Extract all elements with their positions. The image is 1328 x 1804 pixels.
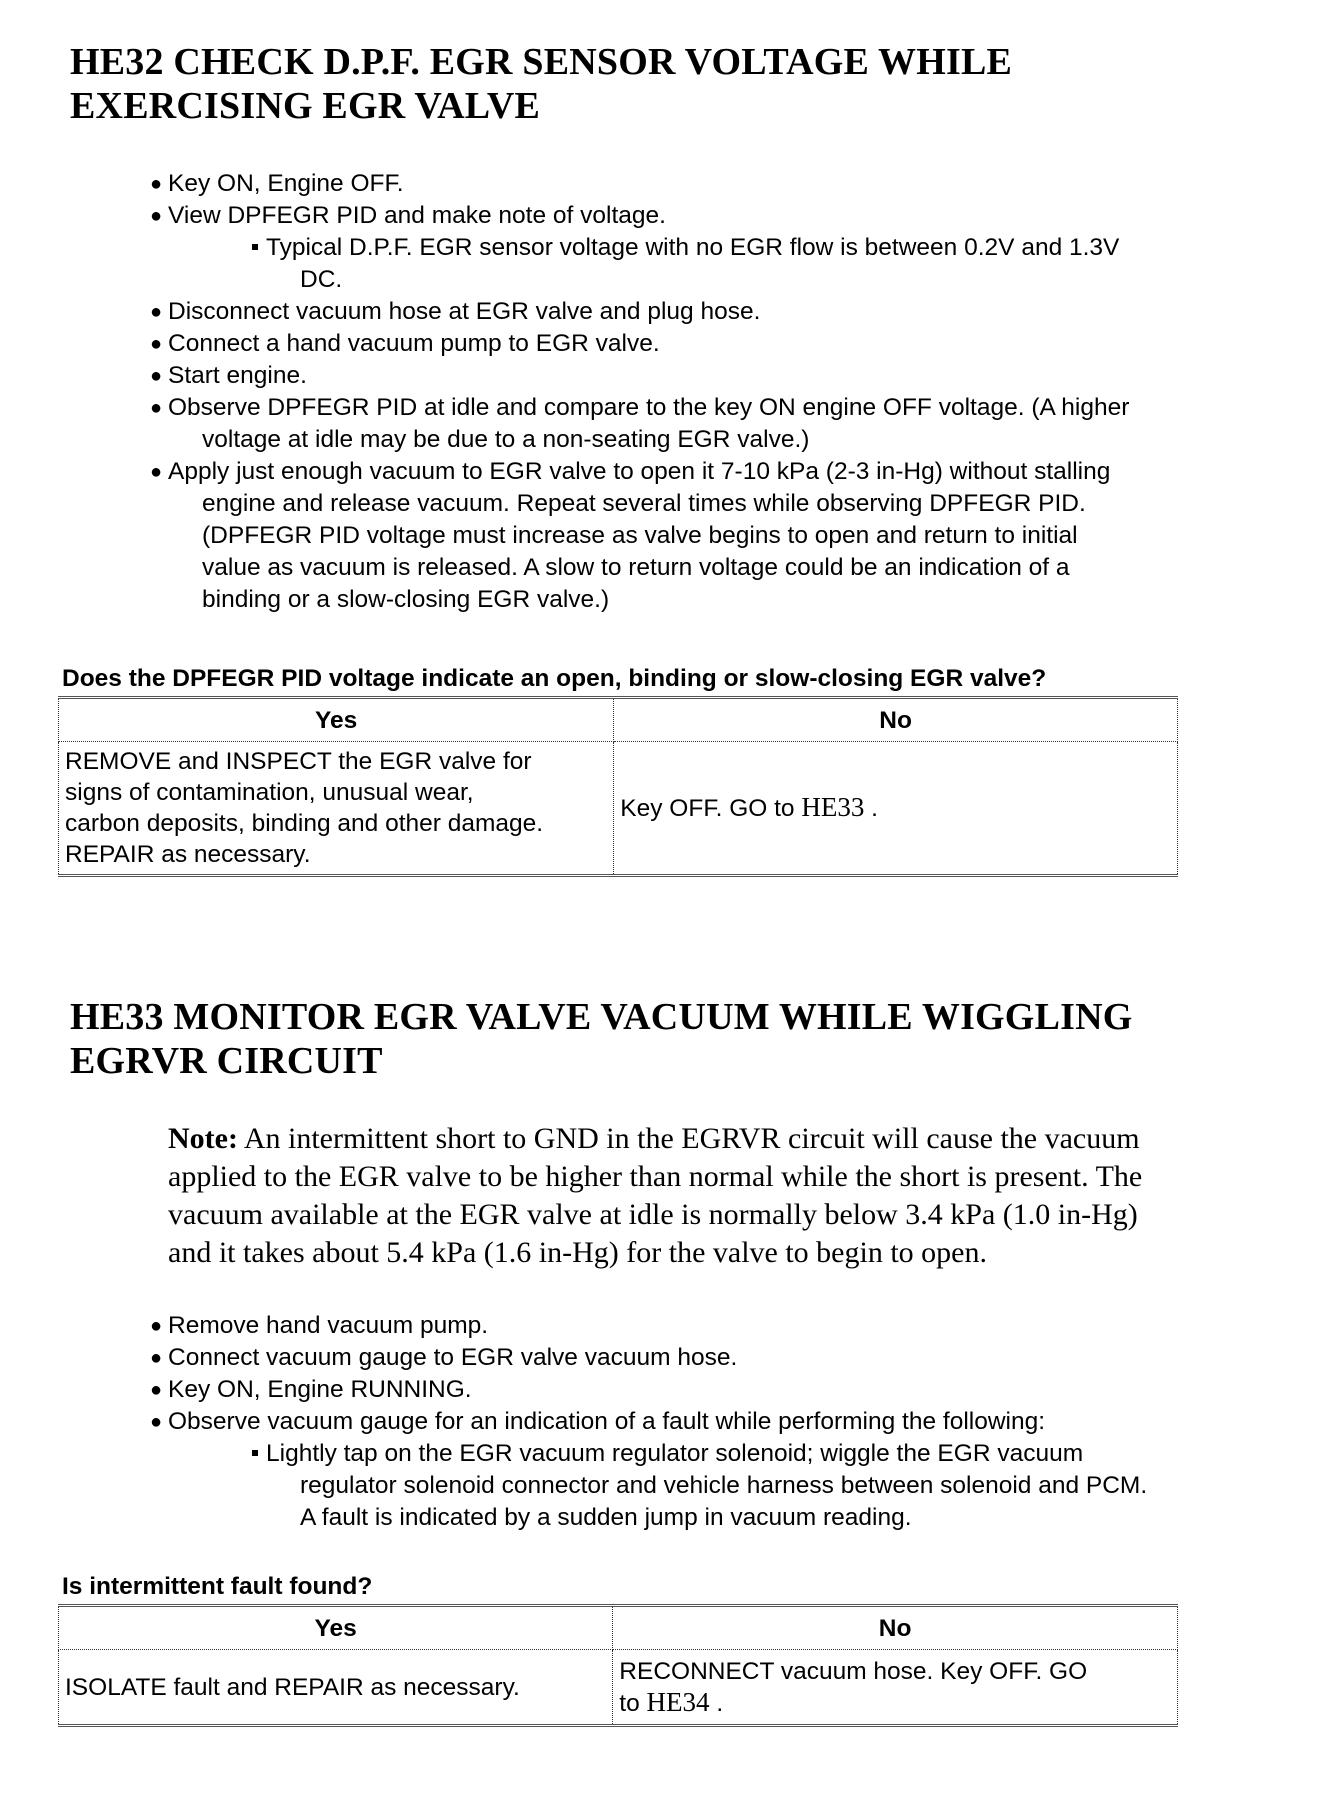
he32-question: Does the DPFEGR PID voltage indicate an open, binding or slow-closing EGR valve? [62,665,1047,692]
he32-step-list [150,168,1270,616]
bullet-icon: ● [150,333,163,355]
bullet-icon: ● [150,301,163,323]
list-item: ● Key ON, Engine OFF. [150,168,1270,200]
bullet-icon: ● [150,1347,163,1369]
he32-title-line2: EXERCISING EGR VALVE [70,85,541,127]
he33-note: Note: An intermittent short to GND in the EGRVR circuit will cause the vacuum applied to the EGR valve to be higher than normal while the short is present. The vacuum available at the EGR valve at idle is normally below 3.4 kPa (1.0 in-Hg) and it takes about 5.4 kPa (1.6 in-Hg) for the valve to begin to open. [168,1122,1143,1269]
bullet-icon: ● [150,1379,163,1401]
bullet-icon: ● [150,205,163,227]
he32-title-line1: HE32 CHECK D.P.F. EGR SENSOR VOLTAGE WHILE [70,41,1013,83]
list-item: ● Connect vacuum gauge to EGR valve vacuum hose. [150,1342,1270,1374]
note-label: Note: [168,1122,238,1155]
he33-title-line1: HE33 MONITOR EGR VALVE VACUUM WHILE WIGGLING [70,996,1133,1038]
he32-decision-table [58,696,1178,877]
bullet-icon: ● [150,365,163,387]
he33-section-title [70,995,1220,1083]
square-bullet-icon [252,244,258,250]
sub-list-item: Lightly tap on the EGR vacuum regulator solenoid; wiggle the EGR vacuum regulator solenoid connector and vehicle harness between solenoid and PCM. A fault is indicated by a sudden jump in vacuum reading. [252,1438,1270,1534]
square-bullet-icon [252,1450,258,1456]
table-row [59,1650,1178,1726]
yes-action-cell: REMOVE and INSPECT the EGR valve for signs of contamination, unusual wear, carbon deposits, binding and other damage. REPAIR as necessary. [59,742,614,876]
yes-column-header: Yes [59,1606,613,1650]
yes-column-header: Yes [59,698,614,742]
list-item: ● View DPFEGR PID and make note of voltage. [150,200,1270,232]
he32-section-title [70,40,1220,128]
no-action-cell: RECONNECT vacuum hose. Key OFF. GO to HE34 . [613,1650,1178,1726]
bullet-icon: ● [150,1315,163,1337]
list-item: ● Apply just enough vacuum to EGR valve to open it 7-10 kPa (2-3 in-Hg) without stalling engine and release vacuum. Repeat several times while observing DPFEGR PID. (DPFEGR PID voltage must increase as valve begins to open and return to initial value as vacuum is released. A slow to return voltage could be an indication of a binding or a slow-closing EGR valve.) [150,458,1111,613]
he33-title-line2: EGRVR CIRCUIT [70,1040,383,1082]
he33-decision-table [58,1604,1178,1727]
table-header-row [59,698,1178,742]
goto-he33-link[interactable]: HE33 [801,792,865,822]
list-item: ● Disconnect vacuum hose at EGR valve and plug hose. [150,296,1270,328]
he33-step-list [150,1310,1270,1534]
no-action-cell: Key OFF. GO to HE33 . [614,742,1178,876]
no-column-header: No [614,698,1178,742]
goto-he34-link[interactable]: HE34 [646,1686,710,1717]
list-item: ● Connect a hand vacuum pump to EGR valve. [150,328,1270,360]
list-item: ● Remove hand vacuum pump. [150,1310,1270,1342]
no-column-header: No [613,1606,1178,1650]
bullet-icon: ● [150,173,163,195]
bullet-icon: ● [150,397,163,419]
list-item: ● Observe vacuum gauge for an indication of a fault while performing the following: [150,1406,1270,1438]
yes-action-cell: ISOLATE fault and REPAIR as necessary. [59,1650,613,1726]
he33-question: Is intermittent fault found? [62,1573,373,1600]
table-header-row [59,1606,1178,1650]
list-item: ● Observe DPFEGR PID at idle and compare to the key ON engine OFF voltage. (A higher voltage at idle may be due to a non-seating EGR valve.) [150,394,1130,453]
bullet-icon: ● [150,1411,163,1433]
list-item: ● Key ON, Engine RUNNING. [150,1374,1270,1406]
list-item: ● Start engine. [150,360,1270,392]
sub-list-item: Typical D.P.F. EGR sensor voltage with no EGR flow is between 0.2V and 1.3V DC. [252,232,1270,296]
table-row [59,742,1178,876]
bullet-icon: ● [150,461,163,483]
